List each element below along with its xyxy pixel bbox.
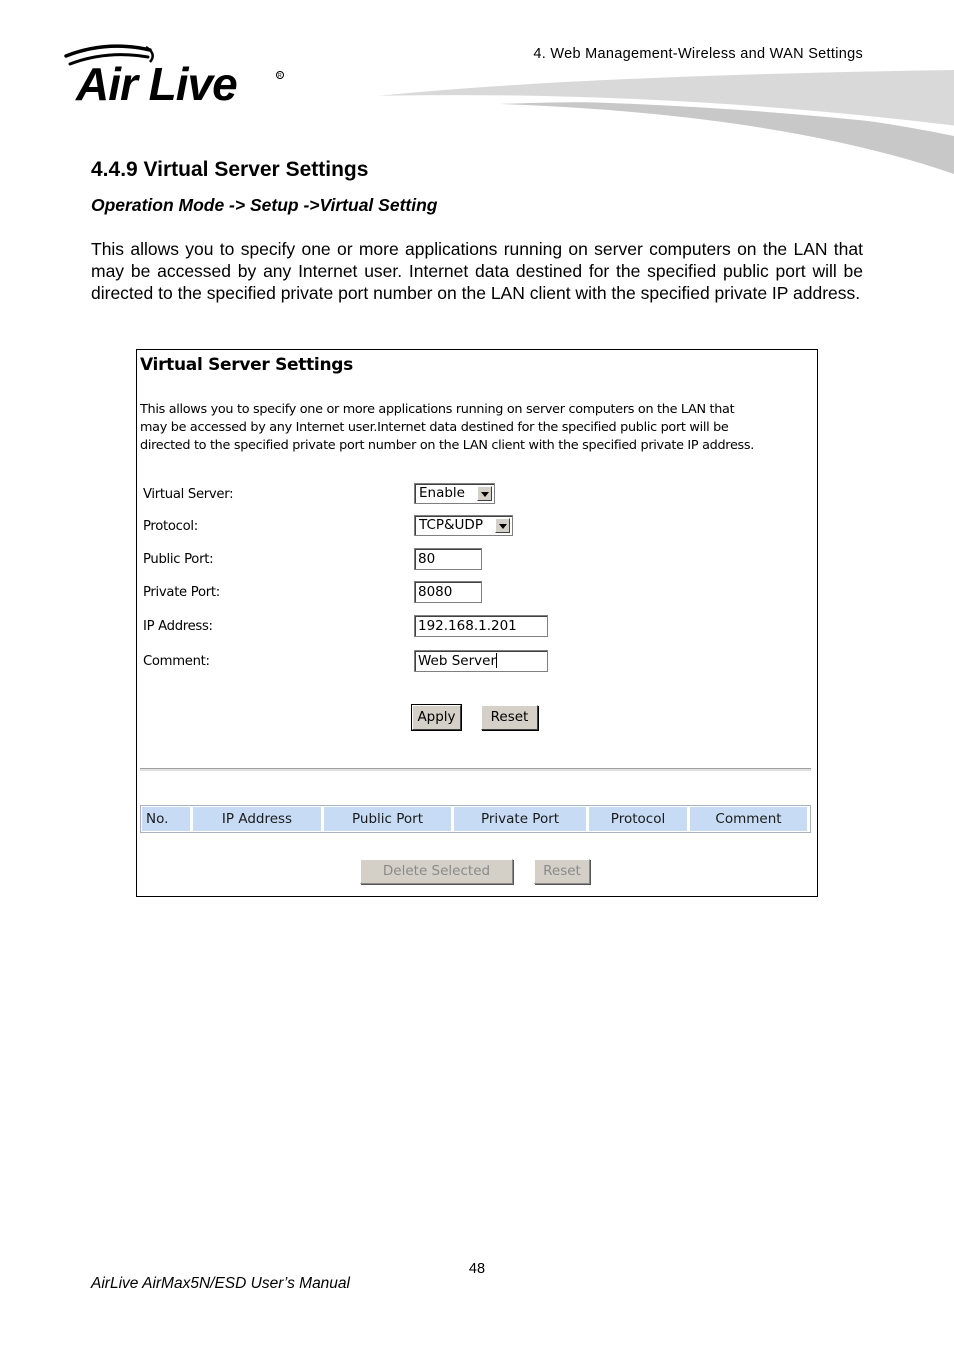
svg-text:R: R	[278, 73, 282, 79]
dropdown-arrow-icon[interactable]	[495, 518, 510, 533]
section-heading: 4.4.9 Virtual Server Settings	[91, 158, 369, 181]
protocol-select[interactable]	[414, 515, 513, 536]
section-divider	[140, 768, 811, 771]
protocol-value: TCP&UDP	[419, 517, 483, 533]
private-port-label: Private Port:	[143, 585, 220, 600]
logo-wordmark: Air Live	[76, 58, 237, 106]
description-line: This allows you to specify one or more applications running on server computers on the LAN that	[140, 402, 735, 417]
comment-label: Comment:	[143, 654, 210, 669]
intro-paragraph: This allows you to specify one or more applications running on server computers on the LAN that may be accessed by any Internet user. Internet data destined for the specified public port will be directed to the specified private port number on the LAN client with the specified private IP address.	[91, 239, 863, 303]
reset-list-button[interactable]: Reset	[534, 859, 590, 884]
airlive-logo	[62, 42, 288, 106]
column-header-public-port: Public Port	[324, 807, 451, 831]
reset-button[interactable]: Reset	[481, 705, 538, 730]
navigation-path: Operation Mode -> Setup ->Virtual Setting	[91, 195, 438, 215]
description-line: may be accessed by any Internet user.Internet data destined for the specified public port will be	[140, 420, 729, 435]
public-port-label: Public Port:	[143, 552, 214, 567]
ip-address-label: IP Address:	[143, 619, 213, 634]
comment-value: Web Server	[418, 653, 496, 669]
public-port-input[interactable]: 80	[414, 548, 482, 570]
header-swoosh-decoration	[350, 66, 954, 176]
virtual-server-value: Enable	[419, 485, 465, 501]
text-caret	[496, 653, 497, 668]
comment-input[interactable]	[414, 650, 548, 672]
chapter-title: 4. Web Management-Wireless and WAN Settings	[533, 46, 863, 62]
panel-description	[140, 401, 790, 455]
protocol-label: Protocol:	[143, 519, 198, 534]
virtual-server-table-header	[140, 805, 811, 833]
panel-title: Virtual Server Settings	[140, 355, 353, 375]
column-header-no: No.	[142, 807, 190, 831]
virtual-server-select[interactable]	[414, 483, 495, 504]
column-header-protocol: Protocol	[589, 807, 687, 831]
dropdown-arrow-icon[interactable]	[477, 486, 492, 501]
delete-selected-button[interactable]: Delete Selected	[360, 859, 513, 884]
virtual-server-label: Virtual Server:	[143, 487, 234, 502]
manual-title: AirLive AirMax5N/ESD User’s Manual	[91, 1275, 350, 1292]
column-header-ip-address: IP Address	[193, 807, 321, 831]
apply-button[interactable]: Apply	[412, 705, 461, 730]
private-port-input[interactable]: 8080	[414, 581, 482, 603]
virtual-server-screenshot	[136, 349, 818, 897]
ip-address-input[interactable]: 192.168.1.201	[414, 615, 548, 637]
page-number: 48	[468, 1261, 486, 1277]
column-header-comment: Comment	[690, 807, 807, 831]
description-line: directed to the specified private port number on the LAN client with the specified private IP address.	[140, 438, 755, 453]
column-header-private-port: Private Port	[454, 807, 586, 831]
